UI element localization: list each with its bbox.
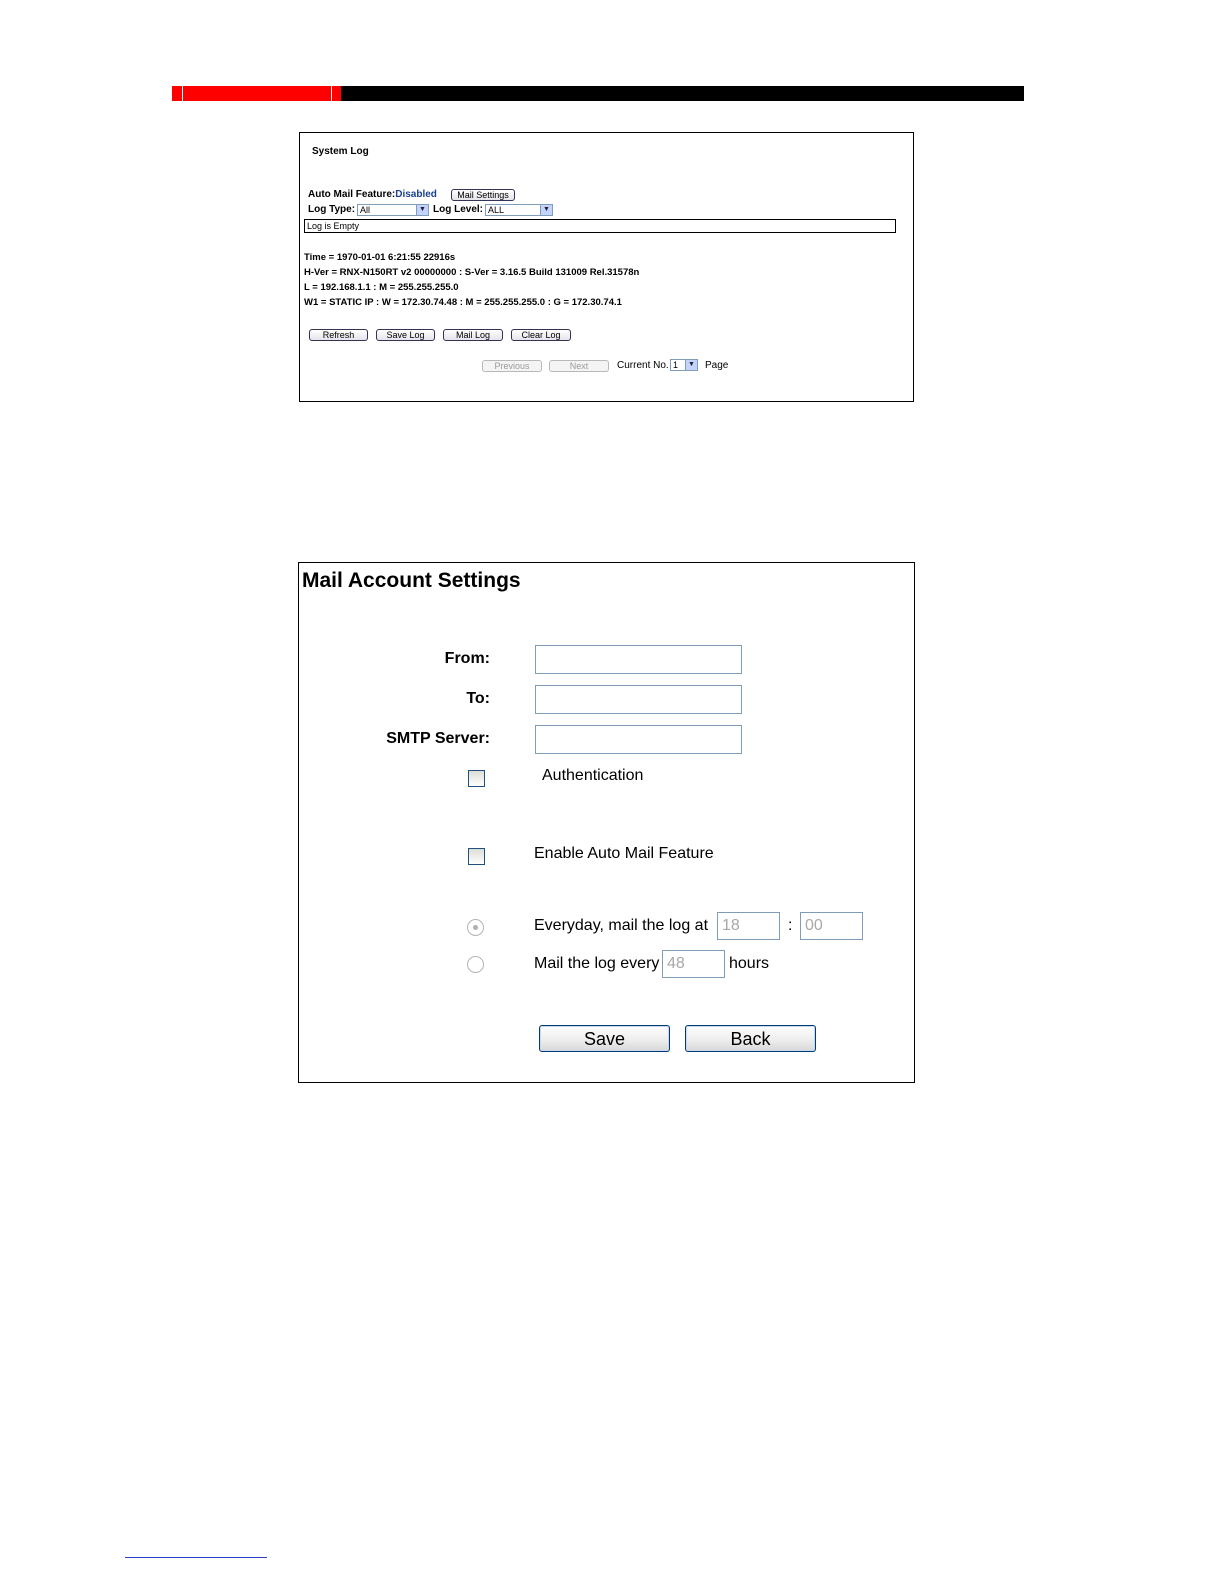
chevron-down-icon[interactable]: ▼ bbox=[416, 205, 428, 215]
from-input[interactable] bbox=[535, 645, 742, 674]
log-type-label: Log Type: bbox=[308, 204, 356, 215]
to-label: To: bbox=[466, 690, 490, 707]
info-line-lan: L = 192.168.1.1 : M = 255.255.255.0 bbox=[304, 282, 459, 293]
info-line-version: H-Ver = RNX-N150RT v2 00000000 : S-Ver = 3.16.5 Build 131009 Rel.31578n bbox=[304, 267, 640, 278]
authentication-checkbox[interactable] bbox=[468, 770, 485, 787]
every-hours-radio[interactable] bbox=[467, 956, 484, 973]
current-no-label: Current No. bbox=[617, 360, 669, 371]
from-label: From: bbox=[444, 650, 490, 667]
smtp-server-label: SMTP Server: bbox=[386, 730, 490, 747]
header-bar bbox=[172, 86, 1024, 101]
everyday-minute-input[interactable]: 00 bbox=[800, 912, 863, 940]
authentication-label: Authentication bbox=[542, 767, 644, 784]
radio-selected-dot bbox=[473, 925, 478, 930]
log-level-value: ALL bbox=[488, 205, 505, 215]
log-type-select[interactable] bbox=[357, 204, 429, 216]
next-button[interactable]: Next bbox=[549, 360, 609, 372]
auto-mail-status: Disabled bbox=[395, 189, 437, 200]
header-red-accent bbox=[172, 86, 341, 101]
chevron-down-icon[interactable]: ▼ bbox=[540, 205, 552, 215]
hours-label: hours bbox=[729, 955, 770, 972]
log-content-box[interactable]: Log is Empty bbox=[304, 219, 896, 233]
everyday-hour-input[interactable]: 18 bbox=[717, 912, 780, 940]
auto-mail-label: Enable Auto Mail Feature bbox=[534, 845, 714, 862]
mail-settings-title: Mail Account Settings bbox=[302, 569, 521, 592]
footer-link-underline bbox=[125, 1557, 267, 1558]
clear-log-button[interactable]: Clear Log bbox=[511, 329, 571, 341]
refresh-button[interactable]: Refresh bbox=[309, 329, 368, 341]
auto-mail-status-row bbox=[308, 189, 437, 200]
every-hours-label: Mail the log every bbox=[534, 955, 660, 972]
to-input[interactable] bbox=[535, 685, 742, 714]
smtp-server-input[interactable] bbox=[535, 725, 742, 754]
previous-button[interactable]: Previous bbox=[482, 360, 542, 372]
info-line-wan: W1 = STATIC IP : W = 172.30.74.48 : M = 255.255.255.0 : G = 172.30.74.1 bbox=[304, 297, 622, 308]
info-line-time: Time = 1970-01-01 6:21:55 22916s bbox=[304, 252, 456, 263]
page-label: Page bbox=[705, 360, 729, 371]
everyday-radio[interactable] bbox=[467, 919, 484, 936]
page-select-value: 1 bbox=[673, 360, 679, 370]
auto-mail-label: Auto Mail Feature: bbox=[308, 189, 396, 200]
everyday-label: Everyday, mail the log at bbox=[534, 917, 709, 934]
auto-mail-checkbox[interactable] bbox=[468, 848, 485, 865]
save-button[interactable]: Save bbox=[539, 1025, 670, 1052]
mail-log-button[interactable]: Mail Log bbox=[443, 329, 503, 341]
mail-settings-panel bbox=[298, 562, 915, 1083]
save-log-button[interactable]: Save Log bbox=[376, 329, 435, 341]
page-select[interactable] bbox=[670, 359, 698, 371]
log-level-label: Log Level: bbox=[433, 204, 484, 215]
back-button[interactable]: Back bbox=[685, 1025, 816, 1052]
mail-settings-button[interactable]: Mail Settings bbox=[451, 189, 515, 201]
system-log-title: System Log bbox=[312, 146, 369, 157]
every-hours-input[interactable]: 48 bbox=[662, 950, 725, 978]
log-type-value: All bbox=[360, 205, 371, 215]
time-separator: : bbox=[788, 917, 793, 934]
chevron-down-icon[interactable]: ▼ bbox=[685, 360, 697, 370]
log-level-select[interactable] bbox=[485, 204, 553, 216]
system-log-panel bbox=[299, 132, 914, 402]
